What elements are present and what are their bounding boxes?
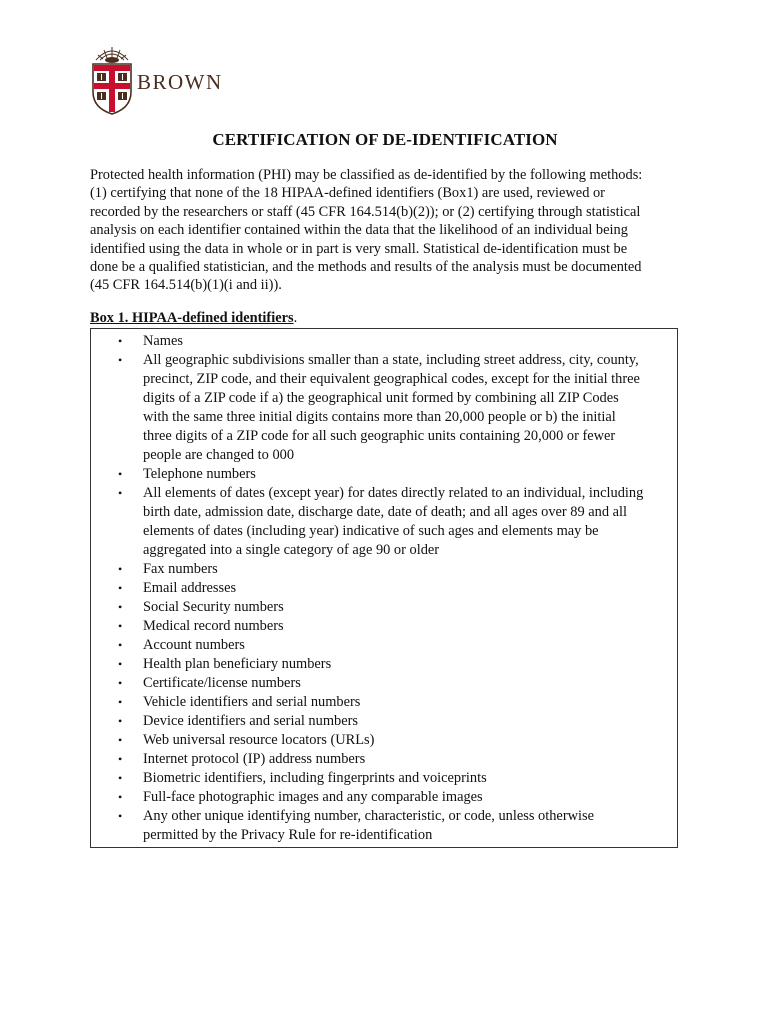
bullet-icon: • — [118, 657, 123, 671]
list-item — [91, 598, 677, 617]
bullet-icon: • — [118, 790, 123, 804]
intro-line: analysis on each identifier contained within the data that the likelihood of an individual being — [90, 222, 628, 239]
page-title: CERTIFICATION OF DE-IDENTIFICATION — [212, 130, 558, 149]
intro-line: Protected health information (PHI) may be classified as de-identified by the following methods: — [90, 167, 643, 183]
list-item-text: with the same three initial digits contains more than 20,000 people or b) the initial — [143, 409, 616, 425]
list-item-text: Fax numbers — [143, 561, 218, 577]
list-item-text: Device identifiers and serial numbers — [143, 713, 358, 729]
list-item-text: Any other unique identifying number, characteristic, or code, unless otherwise — [143, 808, 594, 824]
intro-line: (1) certifying that none of the 18 HIPAA-defined identifiers (Box1) are used, reviewed or — [90, 185, 605, 202]
bullet-icon: • — [118, 467, 123, 481]
list-item-text: Medical record numbers — [143, 618, 284, 634]
list-item — [91, 674, 677, 693]
list-item-text: Names — [143, 333, 183, 349]
bullet-icon: • — [118, 733, 123, 747]
intro-line: identified using the data in whole or in part is very small. Statistical de-identification must be — [90, 240, 628, 257]
list-item — [91, 484, 677, 560]
bullet-icon: • — [118, 809, 123, 823]
list-item-text: Health plan beneficiary numbers — [143, 656, 332, 672]
list-item-text: All geographic subdivisions smaller than a state, including street address, city, county, — [143, 352, 639, 368]
bullet-icon: • — [118, 619, 123, 633]
list-item — [91, 465, 677, 484]
intro-paragraph — [90, 166, 672, 295]
list-item — [91, 560, 677, 579]
list-item — [91, 693, 677, 712]
bullet-icon: • — [118, 676, 123, 690]
box-heading — [90, 310, 297, 327]
list-item — [91, 750, 677, 769]
list-item-text: Social Security numbers — [143, 599, 284, 615]
list-item-text: permitted by the Privacy Rule for re-identification — [143, 827, 433, 843]
identifiers-list — [91, 332, 677, 845]
bullet-icon: • — [118, 600, 123, 614]
list-item-text: All elements of dates (except year) for dates directly related to an individual, including — [143, 485, 644, 501]
box-heading-label: Box 1. HIPAA-defined identifiers — [90, 310, 294, 326]
intro-line: done be a qualified statistician, and the methods and results of the analysis must be documented — [90, 259, 642, 276]
list-item-text: Account numbers — [143, 637, 245, 653]
bullet-icon: • — [118, 714, 123, 728]
brown-shield-icon — [90, 44, 134, 116]
list-item-text: Vehicle identifiers and serial numbers — [143, 694, 361, 710]
identifiers-box — [90, 328, 678, 848]
list-item-text: people are changed to 000 — [143, 447, 295, 463]
list-item — [91, 332, 677, 351]
list-item — [91, 712, 677, 731]
bullet-icon: • — [118, 771, 123, 785]
intro-line: (45 CFR 164.514(b)(1)(i and ii)). — [90, 277, 282, 294]
list-item-text: Biometric identifiers, including fingerprints and voiceprints — [143, 770, 487, 786]
bullet-icon: • — [118, 638, 123, 652]
list-item — [91, 655, 677, 674]
list-item-text: elements of dates (including year) indicative of such ages and elements may be — [143, 523, 599, 539]
brown-logo — [90, 44, 230, 116]
list-item — [91, 636, 677, 655]
list-item — [91, 351, 677, 465]
list-item — [91, 788, 677, 807]
bullet-icon: • — [118, 353, 123, 367]
list-item-text: three digits of a ZIP code for all such geographic units containing 20,000 or fewer — [143, 428, 616, 444]
bullet-icon: • — [118, 334, 123, 348]
list-item-text: Web universal resource locators (URLs) — [143, 732, 375, 748]
list-item-text: Certificate/license numbers — [143, 675, 301, 691]
list-item — [91, 807, 677, 845]
list-item-text: birth date, admission date, discharge date, date of death; and all ages over 89 and all — [143, 504, 628, 520]
list-item-text: Telephone numbers — [143, 466, 256, 482]
bullet-icon: • — [118, 486, 123, 500]
intro-line: recorded by the researchers or staff (45 CFR 164.514(b)(2)); or (2) certifying through statistical — [90, 203, 641, 220]
list-item — [91, 731, 677, 750]
list-item-text: Internet protocol (IP) address numbers — [143, 751, 366, 767]
list-item-text: precinct, ZIP code, and their equivalent geographical codes, except for the initial three — [143, 371, 640, 387]
list-item-text: Email addresses — [143, 580, 237, 596]
bullet-icon: • — [118, 752, 123, 766]
list-item-text: Full-face photographic images and any comparable images — [143, 789, 483, 805]
bullet-icon: • — [118, 695, 123, 709]
bullet-icon: • — [118, 562, 123, 576]
list-item — [91, 769, 677, 788]
logo-wordmark: BROWN — [137, 70, 223, 94]
bullet-icon: • — [118, 581, 123, 595]
list-item — [91, 579, 677, 598]
list-item-text: aggregated into a single category of age 90 or older — [143, 542, 440, 558]
list-item-text: digits of a ZIP code if a) the geographical unit formed by combining all ZIP Codes — [143, 390, 619, 406]
list-item — [91, 617, 677, 636]
box-heading-suffix: . — [293, 310, 298, 326]
